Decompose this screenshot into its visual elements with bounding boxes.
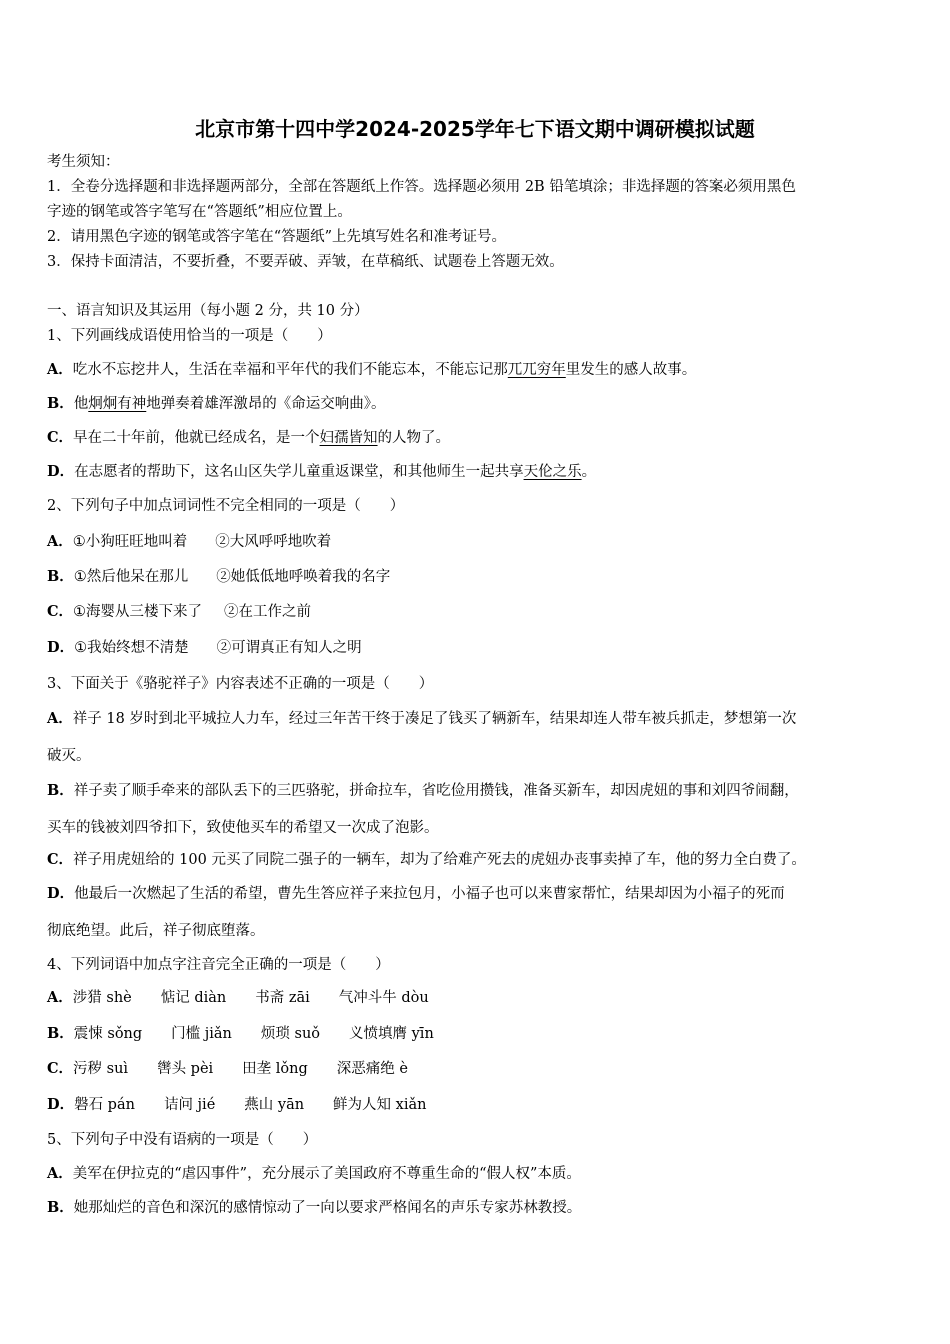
q3-option-b-line-1: B．祥子卖了顺手牵来的部队丢下的三匹骆驼，拼命拉车，省吃俭用攒钱，准备买新车，却因虎妞的事和刘四爷闹翻， — [47, 782, 799, 799]
question-5-stem: 5、下列句子中没有语病的一项是（ ） — [47, 1132, 318, 1148]
underlined-idiom: 炯炯有神 — [88, 396, 147, 412]
notice-line-3: 2．请用黑色字迹的钢笔或答字笔在“答题纸”上先填写姓名和准考证号。 — [47, 229, 507, 245]
q3-option-a-line-1: A．祥子 18 岁时到北平城拉人力车，经过三年苦干终于凑足了钱买了辆新车，结果却连人带车被兵抓走，梦想第一次 — [47, 710, 797, 727]
underlined-idiom: 天伦之乐 — [523, 464, 582, 480]
q1-option-b: B．他炯炯有神地弹奏着雄浑激昂的《命运交响曲》。 — [47, 395, 386, 412]
q1-option-a: A．吃水不忘挖井人，生活在幸福和平年代的我们不能忘本，不能忘记那兀兀穷年里发生的感人故事。 — [47, 361, 697, 378]
q2-option-b: B．①然后他呆在那儿 ②她低低地呼唤着我的名字 — [47, 568, 391, 585]
q2-option-a: A．①小狗旺旺地叫着 ②大风呼呼地吹着 — [47, 533, 332, 550]
notice-line-1: 1．全卷分选择题和非选择题两部分，全部在答题纸上作答。选择题必须用 2B 铅笔填涂；非选择题的答案必须用黑色 — [47, 179, 796, 195]
q4-option-c: C．污秽 suì 辔头 pèi 田垄 lǒng 深恶痛绝 è — [47, 1060, 408, 1077]
question-3-stem: 3、下面关于《骆驼祥子》内容表述不正确的一项是（ ） — [47, 676, 434, 692]
q3-option-d-line-2: 彻底绝望。此后，祥子彻底堕落。 — [47, 923, 265, 939]
notice-line-2: 字迹的钢笔或答字笔写在“答题纸”相应位置上。 — [47, 204, 352, 220]
q4-option-b: B．震悚 sǒng 门槛 jiǎn 烦琐 suǒ 义愤填膺 yīn — [47, 1025, 434, 1042]
q3-option-a-line-2: 破灭。 — [47, 748, 91, 764]
q2-option-d: D．①我始终想不清楚 ②可谓真正有知人之明 — [47, 639, 362, 656]
notice-line-4: 3．保持卡面清洁，不要折叠，不要弄破、弄皱，在草稿纸、试题卷上答题无效。 — [47, 254, 564, 270]
q5-option-a: A．美军在伊拉克的“虐囚事件”，充分展示了美国政府不尊重生命的“假人权”本质。 — [47, 1165, 581, 1182]
q3-option-d-line-1: D．他最后一次燃起了生活的希望，曹先生答应祥子来拉包月，小福子也可以来曹家帮忙，结果却因为小福子的死而 — [47, 885, 785, 902]
option-label: A． — [47, 361, 73, 378]
q5-option-b: B．她那灿烂的音色和深沉的感情惊动了一向以要求严格闻名的声乐专家苏林教授。 — [47, 1199, 582, 1216]
q3-option-b-line-2: 买车的钱被刘四爷扣下，致使他买车的希望又一次成了泡影。 — [47, 820, 439, 836]
question-4-stem: 4、下列词语中加点字注音完全正确的一项是（ ） — [47, 957, 390, 973]
q1-option-d: D．在志愿者的帮助下，这名山区失学儿童重返课堂，和其他师生一起共享天伦之乐。 — [47, 463, 597, 480]
q2-option-c: C．①海婴从三楼下来了 ②在工作之前 — [47, 603, 312, 620]
option-label: B． — [47, 395, 74, 412]
q3-option-c: C．祥子用虎妞给的 100 元买了同院二强子的一辆车，却为了给难产死去的虎妞办丧事卖掉了车，他的努力全白费了。 — [47, 851, 806, 868]
q1-option-c: C．早在二十年前，他就已经成名，是一个妇孺皆知的人物了。 — [47, 429, 451, 446]
page-title: 北京市第十四中学2024-2025学年七下语文期中调研模拟试题 — [195, 117, 755, 141]
underlined-idiom: 妇孺皆知 — [319, 430, 378, 446]
q4-option-a: A．涉猎 shè 惦记 diàn 书斋 zāi 气冲斗牛 dòu — [47, 989, 429, 1006]
notice-heading: 考生须知： — [47, 154, 120, 170]
question-1-stem: 1、下列画线成语使用恰当的一项是（ ） — [47, 328, 332, 344]
underlined-idiom: 兀兀穷年 — [507, 362, 566, 378]
section-heading: 一、语言知识及其运用（每小题 2 分，共 10 分） — [47, 303, 369, 319]
option-label: C． — [47, 429, 74, 446]
question-2-stem: 2、下列句子中加点词词性不完全相同的一项是（ ） — [47, 498, 405, 514]
option-label: D． — [47, 463, 75, 480]
q4-option-d: D．磐石 pán 诘问 jié 燕山 yān 鲜为人知 xiǎn — [47, 1096, 427, 1113]
